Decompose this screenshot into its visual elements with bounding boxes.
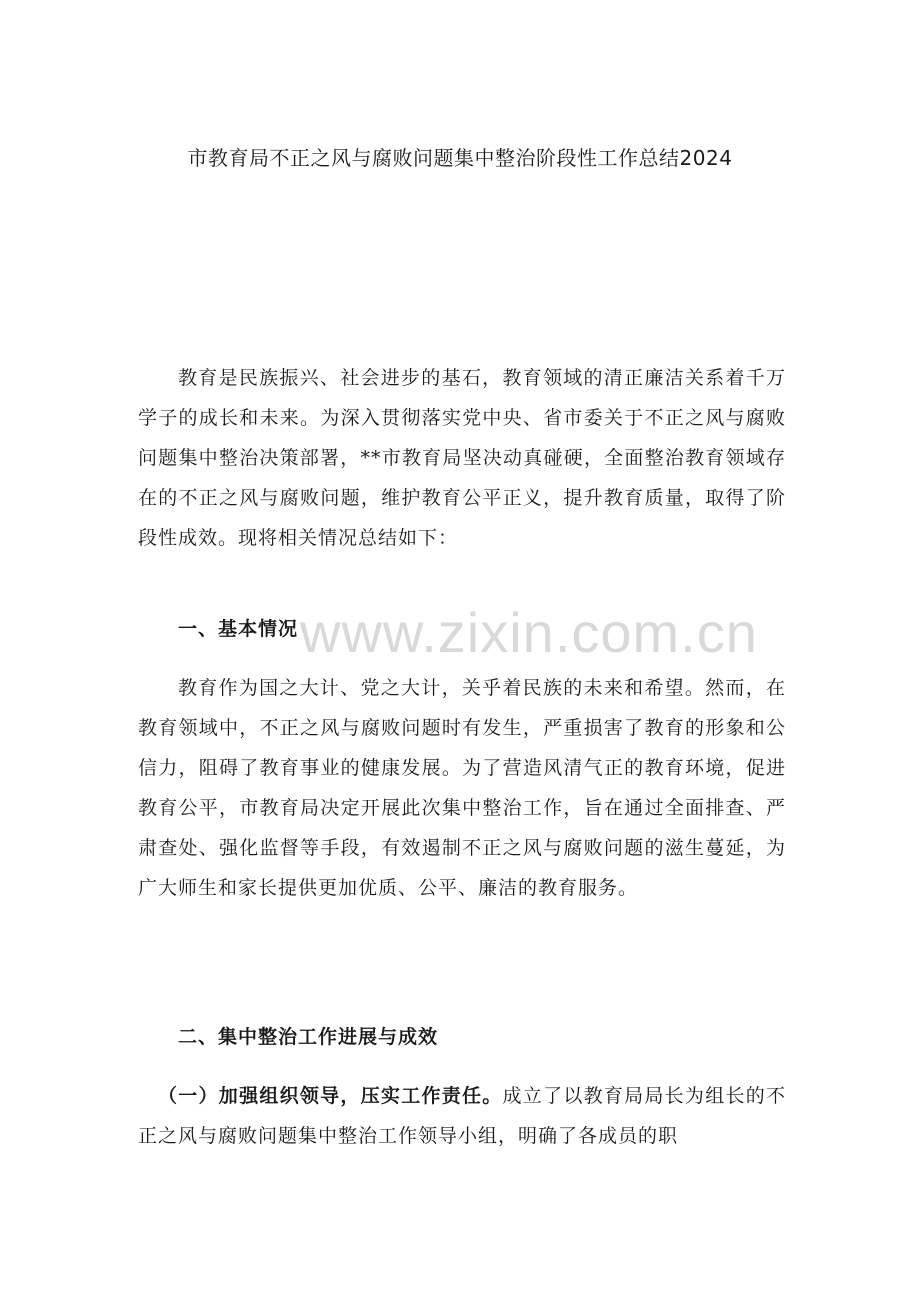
item-one-paragraph [138,1076,786,1156]
basic-info-paragraph: 教育作为国之大计、党之大计，关乎着民族的未来和希望。然而，在教育领域中，不正之风与腐败问题时有发生，严重损害了教育的形象和公信力，阻碍了教育事业的健康发展。为了营造风清气正的教育环境，促进教育公平，市教育局决定开展此次集中整治工作，旨在通过全面排查、严肃查处、强化监督等手段，有效遏制不正之风与腐败问题的滋生蔓延，为广大师生和家长提供更加优质、公平、廉洁的教育服务。 [138,677,786,899]
section-heading-progress: 二、集中整治工作进展与成效 [178,1026,439,1048]
intro-paragraph: 教育是民族振兴、社会进步的基石，教育领域的清正廉洁关系着千万学子的成长和未来。为深入贯彻落实党中央、省市委关于不正之风与腐败问题集中整治决策部署，**市教育局坚决动真碰硬，全面整治教育领域存在的不正之风与腐败问题，维护教育公平正义，提升教育质量，取得了阶段性成效。现将相关情况总结如下： [138,367,786,549]
document-title: 市教育局不正之风与腐败问题集中整治阶段性工作总结2024 [187,146,733,170]
section-heading-basic-info: 一、基本情况 [178,618,299,640]
item-one-text: 成立了以教育局局长为组长的不正之风与腐败问题集中整治工作领导小组，明确了各成员的职 [138,1085,786,1147]
item-one-bold-lead: （一）加强组织领导，压实工作责任。 [158,1085,503,1107]
site-watermark: www.zixin.com.cn [300,601,758,664]
